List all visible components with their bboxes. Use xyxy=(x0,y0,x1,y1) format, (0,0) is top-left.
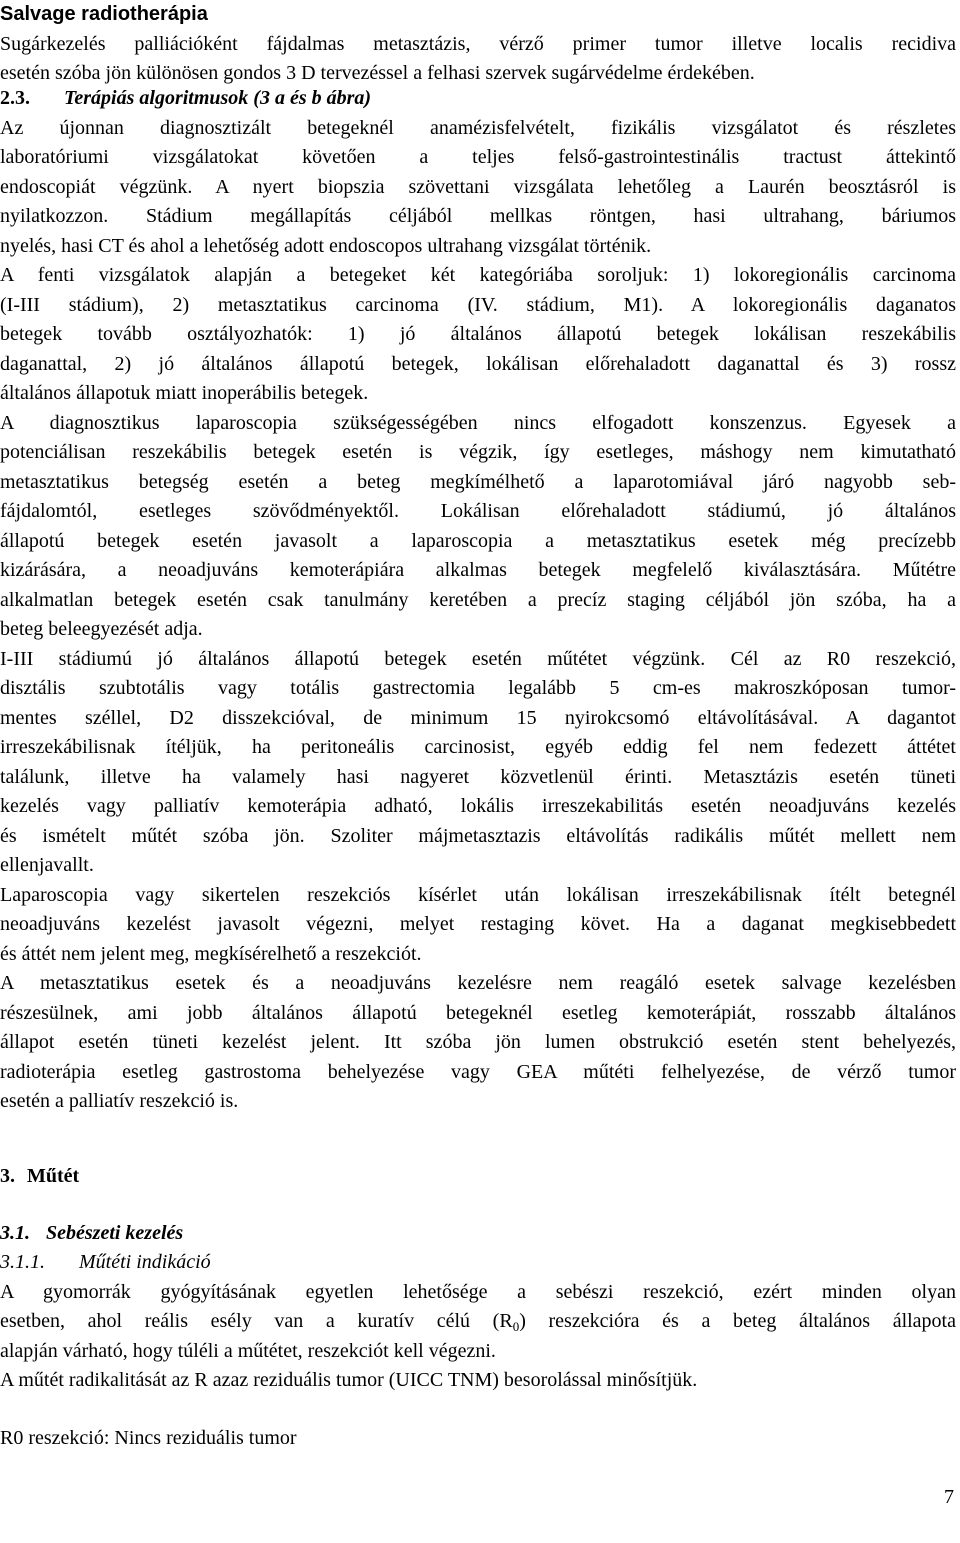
paragraph-line: betegek tovább osztályozhatók: 1) jó általános állapotú betegek lokálisan reszekábilis xyxy=(0,323,956,345)
paragraph-line: általános állapotuk miatt inoperábilis betegek. xyxy=(0,382,369,404)
salvage-heading: Salvage radiotherápia xyxy=(0,3,208,25)
text-fragment: ) reszekcióra és a beteg általános állapota xyxy=(519,1310,956,1332)
paragraph-line: állapotú betegek esetén javasolt a laparoscopia a metasztatikus esetek még precízebb xyxy=(0,529,956,552)
paragraph-line: kizárására, a neoadjuváns kemoterápiára alkalmas betegek megfelelő kiválasztására. Műtétre xyxy=(0,559,956,581)
paragraph-line: radioterápia esetleg gastrostoma behelyezése vagy GEA műtéti felhelyezése, de vérző tumor xyxy=(0,1060,956,1083)
page-number: 7 xyxy=(944,1486,954,1508)
section-3-1-1-heading xyxy=(0,1248,956,1278)
paragraph-line xyxy=(0,1307,956,1337)
paragraph-line: laboratóriumi vizsgálatokat követően a teljes felső-gastrointestinális tractust áttekintő xyxy=(0,146,956,168)
section-3 xyxy=(0,1162,956,1192)
paragraph-line: irreszekábilisnak ítéljük, ha peritoneális carcinosist, egyéb eddig fel nem fedezett áttétet xyxy=(0,736,956,758)
section-3-1-heading xyxy=(0,1219,956,1249)
paragraph-line: I-III stádiumú jó általános állapotú betegek esetén műtétet végzünk. Cél az R0 reszekció, xyxy=(0,647,956,670)
subscript-zero: 0 xyxy=(512,1319,520,1334)
paragraph-line: Az újonnan diagnosztizált betegeknél anamézisfelvételt, fizikális vizsgálatot és részletes xyxy=(0,116,956,139)
paragraph-line: fájdalomtól, esetleges szövődményektől. Lokálisan előrehaladott stádiumú, jó általános xyxy=(0,500,956,522)
paragraph-line: A műtét radikalitását az R azaz reziduális tumor (UICC TNM) besorolással minősítjük. xyxy=(0,1369,698,1391)
paragraph-line: kezelés vagy palliatív kemoterápia adható, lokális irreszekabilitás esetén neoadjuváns kezelés xyxy=(0,795,956,817)
salvage-line-2: esetén szóba jön különösen gondos 3 D tervezéssel a felhasi szervek sugárvédelme érdekében. xyxy=(0,62,755,84)
paragraph-line: nyelés, hasi CT és ahol a lehetőség adott endoscopos ultrahang vizsgálat történik. xyxy=(0,234,652,257)
paragraph-line: beteg beleegyezését adja. xyxy=(0,618,203,640)
section-3-1-number: 3.1. xyxy=(0,1222,30,1244)
paragraph-line: (I-III stádium), 2) metasztatikus carcinoma (IV. stádium, M1). A lokoregionális daganatos xyxy=(0,293,956,316)
section-3-1-1 xyxy=(0,1248,956,1396)
paragraph-line: nyilatkozzon. Stádium megállapítás céljából mellkas röntgen, hasi ultrahang, báriumos xyxy=(0,205,956,227)
section-3-number: 3. xyxy=(0,1165,15,1187)
section-3-title: Műtét xyxy=(27,1165,80,1187)
paragraph-line: disztális szubtotális vagy totális gastrectomia legalább 5 cm-es makroszkóposan tumor- xyxy=(0,677,956,699)
salvage-section xyxy=(0,0,956,89)
paragraph-line: állapot esetén tüneti kezelést jelent. Itt szóba jön lumen obstrukció esetén stent behelyezés, xyxy=(0,1031,956,1053)
section-2-3-title: Terápiás algoritmusok (3 a és b ábra) xyxy=(64,87,372,109)
section-3-1-1-title: Műtéti indikáció xyxy=(79,1251,211,1273)
section-2-3-heading xyxy=(0,84,956,114)
paragraph-line: A metasztatikus esetek és a neoadjuváns kezelésre nem reagáló esetek salvage kezelésben xyxy=(0,972,956,994)
salvage-line-1: Sugárkezelés palliációként fájdalmas metasztázis, vérző primer tumor illetve localis recidiva xyxy=(0,32,956,55)
section-2-3 xyxy=(0,84,956,1117)
paragraph-line: daganattal, 2) jó általános állapotú betegek, lokálisan előrehaladott daganattal és 3) rossz xyxy=(0,352,956,375)
text-fragment: esetben, ahol reális esély van a kuratív célú (R xyxy=(0,1310,513,1332)
paragraph-line: részesülnek, ami jobb általános állapotú betegeknél esetleg kemoterápiát, rosszabb általános xyxy=(0,1001,956,1024)
section-3-heading xyxy=(0,1162,956,1192)
section-3-1 xyxy=(0,1219,956,1249)
paragraph-line: A fenti vizsgálatok alapján a betegeket két kategóriába soroljuk: 1) lokoregionális carcinoma xyxy=(0,264,956,286)
paragraph-line: potenciálisan reszekábilis betegek esetén is végzik, így esetleges, máshogy nem kimutatható xyxy=(0,441,956,463)
paragraph-line: esetén a palliatív reszekció is. xyxy=(0,1090,239,1112)
paragraph-line: metasztatikus betegség esetén a beteg megkímélhető a laparotomiával járó nagyobb seb- xyxy=(0,470,956,493)
section-3-1-1-number: 3.1.1. xyxy=(0,1251,45,1273)
paragraph-line: találunk, illetve ha valamely hasi nagyeret közvetlenül érinti. Metasztázis esetén tüneti xyxy=(0,765,956,788)
paragraph-line: és áttét nem jelent meg, megkísérelhető a reszekciót. xyxy=(0,942,422,965)
paragraph-line: alapján várható, hogy túléli a műtétet, reszekciót kell végezni. xyxy=(0,1339,496,1362)
r0-line: R0 reszekció: Nincs reziduális tumor xyxy=(0,1427,297,1449)
paragraph-line: Laparoscopia vagy sikertelen reszekciós kísérlet után lokálisan irreszekábilisnak ítélt betegnél xyxy=(0,883,956,906)
paragraph-line: mentes széllel, D2 disszekcióval, de minimum 15 nyirokcsomó eltávolításával. A dagantot xyxy=(0,706,956,729)
paragraph-line: alkalmatlan betegek esetén csak tanulmány keretében a precíz staging céljából jön szóba, ha a xyxy=(0,588,956,611)
paragraph-line: endoscopiát végzünk. A nyert biopszia szövettani vizsgálata lehetőleg a Laurén beosztásról is xyxy=(0,175,956,198)
paragraph-line: neoadjuváns kezelést javasolt végezni, melyet restaging követ. Ha a daganat megkisebbedett xyxy=(0,913,956,935)
paragraph-line: és ismételt műtét szóba jön. Szoliter májmetasztazis eltávolítás radikális műtét mellett nem xyxy=(0,824,956,847)
r0-definition xyxy=(0,1424,956,1454)
paragraph-line: A gyomorrák gyógyításának egyetlen lehetősége a sebészi reszekció, ezért minden olyan xyxy=(0,1280,956,1303)
paragraph-line: A diagnosztikus laparoscopia szükségességében nincs elfogadott konszenzus. Egyesek a xyxy=(0,411,956,434)
section-2-3-number: 2.3. xyxy=(0,87,30,109)
paragraph-line: ellenjavallt. xyxy=(0,854,94,876)
section-3-1-title: Sebészeti kezelés xyxy=(46,1222,184,1244)
